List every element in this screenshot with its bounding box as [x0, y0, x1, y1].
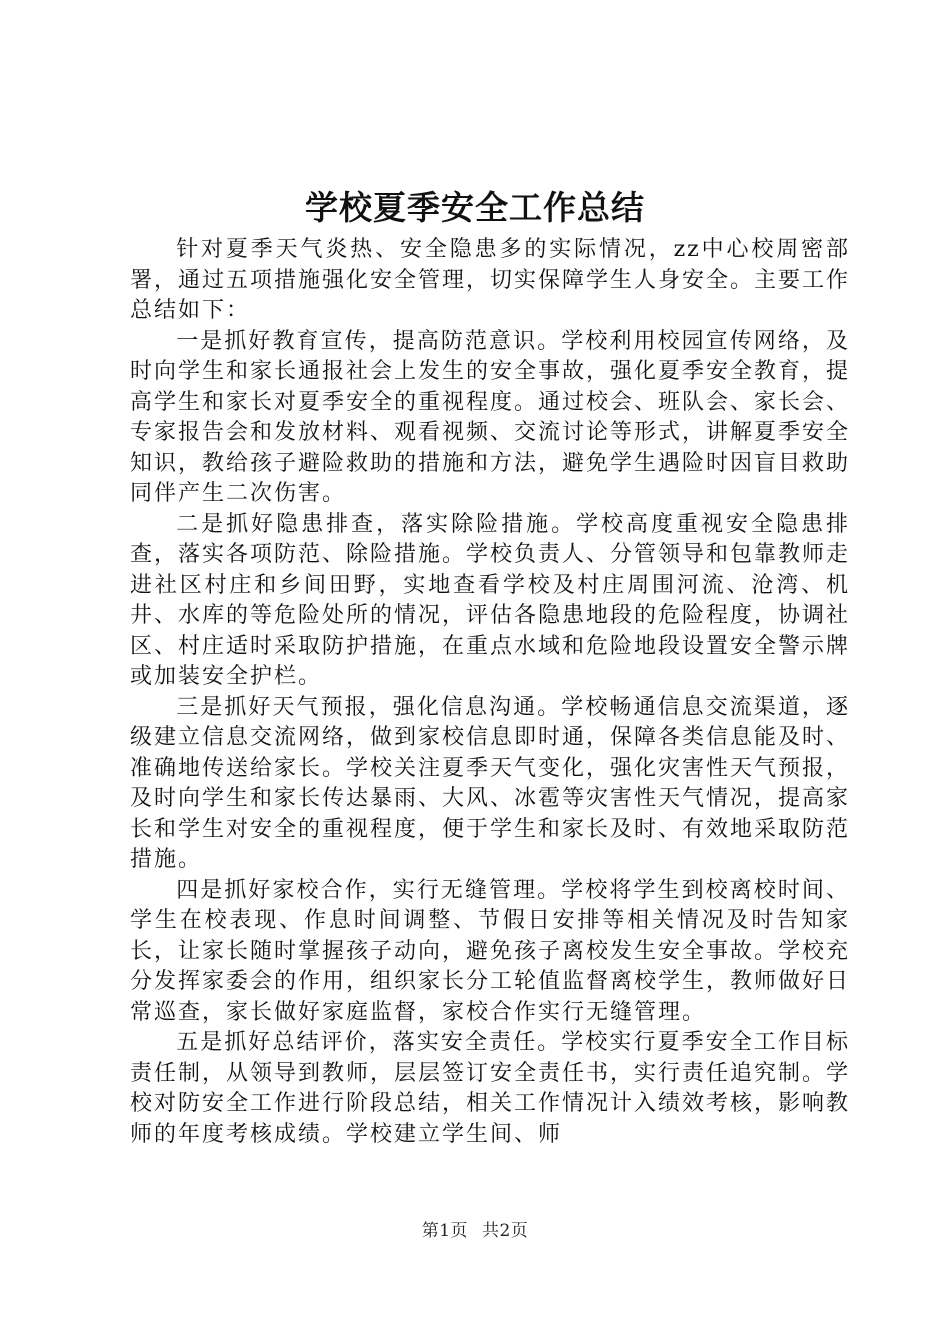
- paragraph-5: 五是抓好总结评价，落实安全责任。学校实行夏季安全工作目标责任制，从领导到教师，层层签订安全责任书，实行责任追究制。学校对防安全工作进行阶段总结，相关工作情况计入绩效考核，影响教师的年度考核成绩。学校建立学生间、师: [130, 1030, 851, 1147]
- document-title: 学校夏季安全工作总结: [305, 188, 645, 227]
- page-number-current: 第1页: [421, 1221, 469, 1241]
- page-number-total: 共2页: [481, 1221, 529, 1241]
- paragraph-intro: 针对夏季天气炎热、安全隐患多的实际情况，zz中心校周密部署，通过五项措施强化安全管理，切实保障学生人身安全。主要工作总结如下：: [130, 237, 851, 323]
- document-body: [130, 235, 850, 1150]
- paragraph-4: 四是抓好家校合作，实行无缝管理。学校将学生到校离校时间、学生在校表现、作息时间调整、节假日安排等相关情况及时告知家长，让家长随时掌握孩子动向，避免孩子离校发生安全事故。学校充分发挥家委会的作用，组织家长分工轮值监督离校学生，教师做好日常巡查，家长做好家庭监督，家校合作实行无缝管理。: [130, 877, 851, 1025]
- paragraph-3: 三是抓好天气预报，强化信息沟通。学校畅通信息交流渠道，逐级建立信息交流网络，做到家校信息即时通，保障各类信息能及时、准确地传送给家长。学校关注夏季天气变化，强化灾害性天气预报，及时向学生和家长传达暴雨、大风、冰雹等灾害性天气情况，提高家长和学生对安全的重视程度，便于学生和家长及时、有效地采取防范措施。: [130, 694, 851, 872]
- paragraph-2: 二是抓好隐患排查，落实除险措施。学校高度重视安全隐患排查，落实各项防范、除险措施。学校负责人、分管领导和包靠教师走进社区村庄和乡间田野，实地查看学校及村庄周围河流、沧湾、机井、水库的等危险处所的情况，评估各隐患地段的危险程度，协调社区、村庄适时采取防护措施，在重点水域和危险地段设置安全警示牌或加装安全护栏。: [130, 511, 851, 689]
- paragraph-1: 一是抓好教育宣传，提高防范意识。学校利用校园宣传网络，及时向学生和家长通报社会上发生的安全事故，强化夏季安全教育，提高学生和家长对夏季安全的重视程度。通过校会、班队会、家长会、专家报告会和发放材料、观看视频、交流讨论等形式，讲解夏季安全知识，教给孩子避险救助的措施和方法，避免学生遇险时因盲目救助同伴产生二次伤害。: [130, 328, 851, 506]
- page-footer: [0, 1216, 950, 1241]
